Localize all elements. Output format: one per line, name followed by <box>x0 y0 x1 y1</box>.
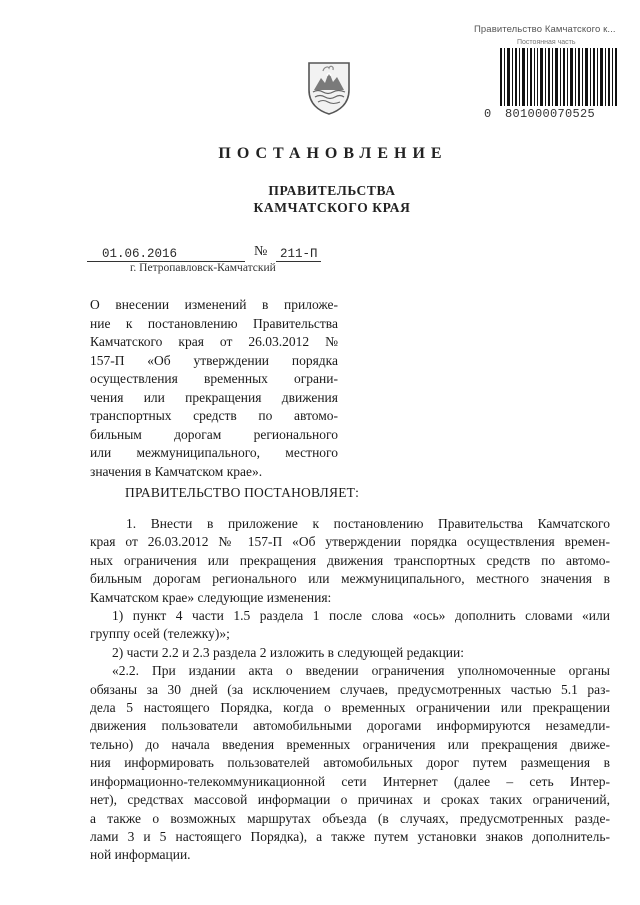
body-line: ния информировать пользователей автомобильных дорог путем размещения в <box>90 755 610 771</box>
issuer-heading-line-1: ПРАВИТЕЛЬСТВА <box>268 183 396 198</box>
title-line: О внесении изменений в приложе- <box>90 297 338 312</box>
body-line: края от 26.03.2012 № 157-П «Об утверждении порядка осуществления времен- <box>90 534 610 550</box>
document-number: 211-П <box>280 247 318 261</box>
title-line: транспортных средств по автомо- <box>90 408 338 423</box>
document-body <box>90 515 610 865</box>
barcode <box>498 48 618 106</box>
body-line: нет), средствах массовой информации о причинах и сроках таких ограничений, <box>90 792 610 808</box>
registry-stamp-text: Правительство Камчатского к... <box>474 24 616 35</box>
body-line: 1. Внести в приложение к постановлению Правительства Камчатского <box>126 516 610 531</box>
body-line: ной информации. <box>90 847 191 863</box>
body-line: тельно) до начала введения временных ограничения или прекращения движе- <box>90 736 610 752</box>
resolution-heading: ПРАВИТЕЛЬСТВО ПОСТАНОВЛЯЕТ: <box>125 485 360 500</box>
title-line: бильным дорогам регионального <box>90 426 338 442</box>
body-line: ных ограничения или прекращения движения транспортных средств по автомо- <box>90 552 610 568</box>
body-line: дела 5 настоящего Порядка, когда о временных ограничении или прекращении <box>90 700 610 716</box>
title-line: ние к постановлению Правительства <box>90 315 338 331</box>
title-line: значения в Камчатском крае». <box>90 463 263 479</box>
number-underline <box>276 261 321 262</box>
body-line: «2.2. При издании акта о введении ограничения уполномоченные органы <box>112 663 610 679</box>
body-line: бильным дорогам регионального или межмуниципального, местного значения в <box>90 571 610 587</box>
document-date: 01.06.2016 <box>102 247 178 261</box>
body-line: информационно-телекоммуникационной сети Интернет (далее – сеть Интер- <box>90 773 610 789</box>
body-line: лами 3 и 5 настоящего Порядка), а также путем установки знаков дополнитель- <box>90 828 610 844</box>
registry-stamp-subtext: Постоянная часть <box>517 39 576 46</box>
title-line: 157-П «Об утверждении порядка <box>90 352 338 368</box>
number-sign: № <box>254 244 268 259</box>
title-line: осуществления временных ограни- <box>90 371 338 386</box>
body-line: движения пользователи автомобильными дорогами информируются незамедли- <box>90 718 610 734</box>
barcode-prefix: 0 <box>484 107 492 121</box>
body-line: 2) части 2.2 и 2.3 раздела 2 изложить в следующей редакции: <box>112 644 464 660</box>
issuer-heading-line-2: КАМЧАТСКОГО КРАЯ <box>253 200 411 215</box>
body-line: группу осей (тележку)»; <box>90 626 230 642</box>
body-line: Камчатском крае» следующие изменения: <box>90 589 332 605</box>
document-title <box>90 296 338 481</box>
title-line: или межмуниципального, местного <box>90 445 338 460</box>
barcode-number: 801000070525 <box>505 107 596 121</box>
title-line: чения или прекращения движения <box>90 389 338 405</box>
body-line: 1) пункт 4 части 1.5 раздела 1 после слова «ось» дополнить словами «или <box>112 608 610 624</box>
kamchatka-coat-of-arms-emblem <box>306 60 352 116</box>
title-line: Камчатского края от 26.03.2012 № <box>90 334 338 349</box>
body-line: а также о возможных маршрутах объезда (в случаях, предусмотренных разде- <box>90 810 610 826</box>
body-line: обязаны за 30 дней (за исключением случаев, предусмотренных частью 5.1 раз- <box>90 681 610 697</box>
document-type-heading: ПОСТАНОВЛЕНИЕ <box>218 145 448 162</box>
issue-city: г. Петропавловск-Камчатский <box>130 262 276 274</box>
